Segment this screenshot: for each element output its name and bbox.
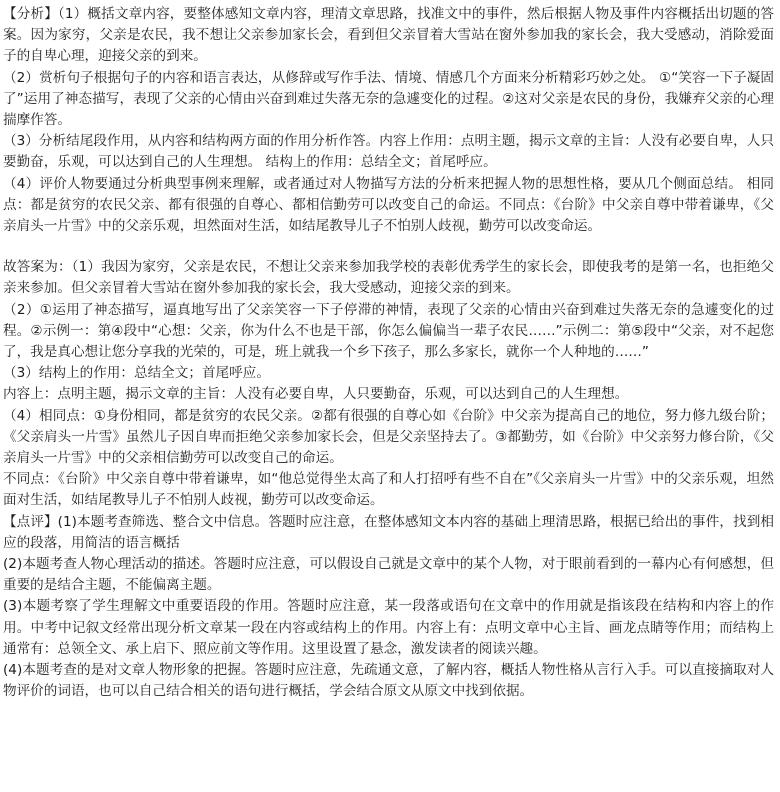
analysis-paragraph-2: （2）赏析句子根据句子的内容和语言表达，从修辞或写作手法、情境、情感几个方面来分析精彩巧妙之处。 ①“笑容一下子凝固了”运用了神态描写，表现了父亲的心情由兴奋到难过失落无奈的急遽变化的过程。②这对父亲是农民的身份，我嫌弃父亲的心理揣摩作答。	[3, 69, 774, 129]
analysis-paragraph-4: （4）评价人物要通过分析典型事例来理解，或者通过对人物描写方法的分析来把握人物的思想性格，要从几个侧面总结。 相同点：都是贫穷的农民父亲、都有很强的自尊心、都相信勤劳可以改变自己的命运。不同点：《台阶》中父亲自尊中带着谦卑，《父亲肩头一片雪》中的父亲乐观，坦然面对生活，如结尾教导儿子不怕别人歧视，勤劳可以改变命运。	[3, 175, 774, 235]
answer-section	[3, 257, 774, 511]
analysis-paragraph-1: 【分析】（1）概括文章内容，要整体感知文章内容，理清文章思路，找准文中的事件，然后根据人物及事件内容概括出切题的答案。因为家穷，父亲是农民，我不想让父亲参加家长会，看到但父亲冒着大雪站在窗外参加我的家长会，我大受感动，消除爱面子的自卑心理，迎接父亲的到来。	[3, 6, 774, 65]
answer-paragraph-3: （3）结构上的作用：总结全文；首尾呼应。	[3, 365, 270, 382]
section-spacer	[3, 237, 774, 257]
comment-paragraph-1: 【点评】(1)本题考查筛选、整合文中信息。答题时应注意，在整体感知文本内容的基础上理清思路，根据已给出的事件，找到相应的段落，用简洁的语言概括	[3, 513, 774, 551]
analysis-section	[3, 4, 774, 237]
answer-paragraph-5: （4）相同点：①身份相同，都是贫穷的农民父亲。②都有很强的自尊心如《台阶》中父亲为提高自己的地位，努力修九级台阶；《父亲肩头一片雪》虽然儿子因自卑而拒绝父亲参加家长会，但是父亲坚持去了。③都勤劳，如《台阶》中父亲努力修台阶，《父亲肩头一片雪》中的父亲相信勤劳可以改变自己的命运。	[3, 407, 774, 467]
comment-paragraph-2: (2)本题考查人物心理活动的描述。答题时应注意，可以假设自己就是文章中的某个人物，对于眼前看到的一幕内心有何感想，但重要的是结合主题，不能偏离主题。	[3, 556, 774, 594]
answer-paragraph-4: 内容上：点明主题，揭示文章的主旨：人没有必要自卑，人只要勤奋，乐观，可以达到自己的人生理想。	[3, 386, 629, 403]
comment-paragraph-4: (4)本题考查的是对文章人物形象的把握。答题时应注意，先疏通文意，了解内容，概括人物性格从言行入手。可以直接摘取对人物评价的词语，也可以自己结合相关的语句进行概括，学会结合原文从原文中找到依据。	[3, 662, 774, 700]
answer-paragraph-2: （2）①运用了神态描写，逼真地写出了父亲笑容一下子停滞的神情，表现了父亲的心情由兴奋到难过失落无奈的急遽变化的过程。②示例一：第④段中“心想：父亲，你为什么不也是干部，你怎么偏偏当一辈子农民……”示例二：第⑤段中“父亲，对不起您了，我是真心想让您分享我的光荣的，可是，班上就我一个乡下孩子，那么多家长，就你一个人种地的……”	[3, 301, 774, 361]
comment-paragraph-3: (3)本题考察了学生理解文中重要语段的作用。答题时应注意，某一段落或语句在文章中的作用就是指该段在结构和内容上的作用。中考中记叙文经常出现分析文章某一段在内容或结构上的作用。内容上有：点明文章中心主旨、画龙点睛等作用；而结构上通常有：总领全文、承上启下、照应前文等作用。这里设置了悬念，激发读者的阅读兴趣。	[3, 598, 774, 657]
answer-paragraph-1: 故答案为：（1）我因为家穷，父亲是农民，不想让父亲来参加我学校的表彰优秀学生的家长会，即使我考的是第一名，也拒绝父亲来参加。但父亲冒着大雪站在窗外参加我的家长会，我大受感动，迎接父亲的到来。	[3, 259, 774, 297]
analysis-paragraph-3: （3）分析结尾段作用，从内容和结构两方面的作用分析作答。内容上作用：点明主题，揭示文章的主旨：人没有必要自卑，人只要勤奋，乐观，可以达到自己的人生理想。 结构上的作用：总结全文；首尾呼应。	[3, 133, 774, 171]
answer-paragraph-6: 不同点：《台阶》中父亲自尊中带着谦卑，如“他总觉得坐太高了和人打招呼有些不自在”《父亲肩头一片雪》中的父亲乐观，坦然面对生活，如结尾教导儿子不怕别人歧视，勤劳可以改变命运。	[3, 471, 774, 509]
comment-section	[3, 512, 774, 703]
